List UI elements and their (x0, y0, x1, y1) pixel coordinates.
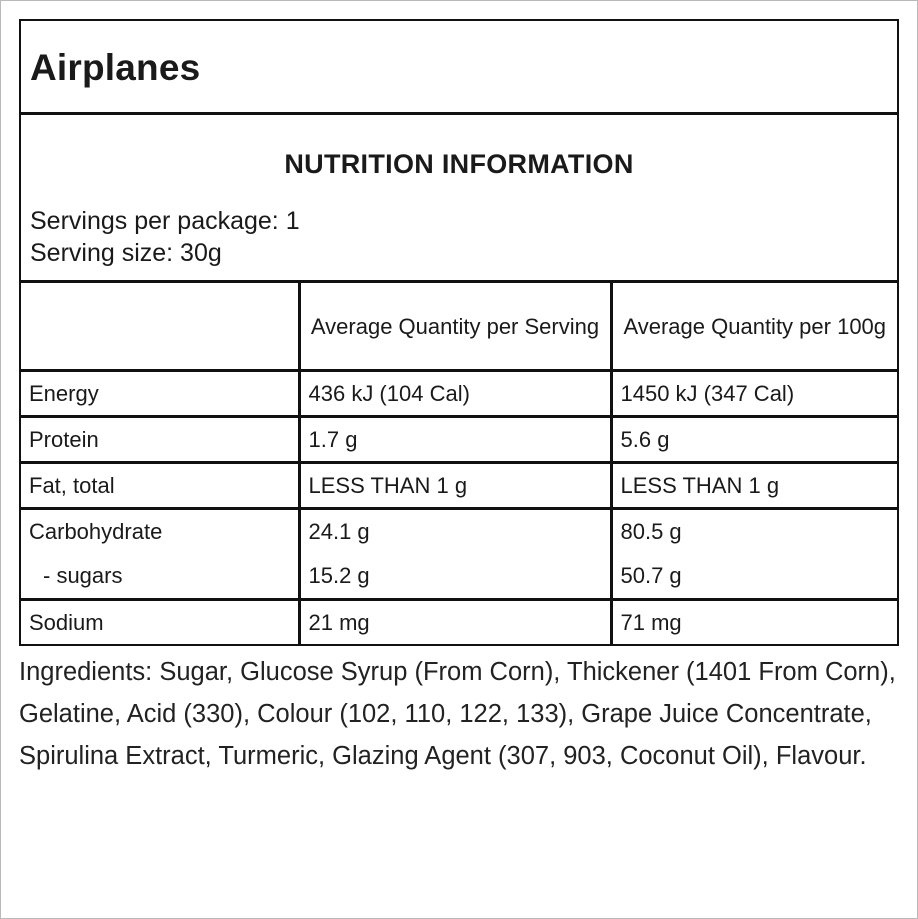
per-serving-value: 436 kJ (104 Cal) (299, 371, 611, 417)
nutrition-panel (19, 19, 899, 646)
nutrient-name: Carbohydrate (29, 519, 163, 544)
ingredients-text: Ingredients: Sugar, Glucose Syrup (From Corn), Thickener (1401 From Corn), Gelatine, Acid (330), Colour (102, 110, 122, 133), Grape Juice Concentrate, Spirulina Extract, Turmeric, Glazing Agent (307, 903, Coconut Oil), Flavour. (19, 658, 896, 770)
column-header-per-100g: Average Quantity per 100g (611, 283, 897, 371)
table-row-carbohydrate (21, 509, 897, 600)
nutrient-subname: - sugars (43, 563, 123, 588)
table-header-row (21, 283, 897, 371)
product-title: Airplanes (30, 47, 201, 88)
per-serving-value: LESS THAN 1 g (299, 463, 611, 509)
nutrition-info-block (21, 115, 897, 283)
per-100g-value: 1450 kJ (347 Cal) (611, 371, 897, 417)
column-header-per-serving: Average Quantity per Serving (299, 283, 611, 371)
nutrient-name: Fat, total (21, 463, 299, 509)
per-100g-value: 71 mg (611, 600, 897, 645)
serving-size: Serving size: 30g (30, 239, 222, 267)
per-serving-value: 24.1 g (308, 519, 370, 544)
table-row-energy (21, 371, 897, 417)
nutrient-name: Sodium (29, 609, 104, 635)
table-row-protein (21, 417, 897, 463)
per-100g-group (611, 509, 897, 600)
nutrient-name-group (21, 509, 299, 600)
servings-per-package: Servings per package: 1 (30, 207, 300, 235)
per-100g-value: LESS THAN 1 g (611, 463, 897, 509)
per-serving-value: 15.2 g (308, 563, 370, 588)
per-serving-value: 1.7 g (299, 417, 611, 463)
per-serving-group (299, 509, 611, 600)
column-header-blank (21, 283, 299, 371)
per-serving-value: 21 mg (299, 600, 611, 645)
per-100g-value: 80.5 g (620, 519, 682, 544)
per-100g-value: 50.7 g (620, 563, 682, 588)
nutrition-heading: NUTRITION INFORMATION (284, 149, 634, 179)
nutrient-name: Protein (21, 417, 299, 463)
title-row (21, 21, 897, 115)
table-row-sodium (21, 600, 897, 645)
table-row-fat (21, 463, 897, 509)
nutrient-name: Energy (21, 371, 299, 417)
per-100g-value: 5.6 g (611, 417, 897, 463)
nutrition-table (21, 283, 897, 644)
